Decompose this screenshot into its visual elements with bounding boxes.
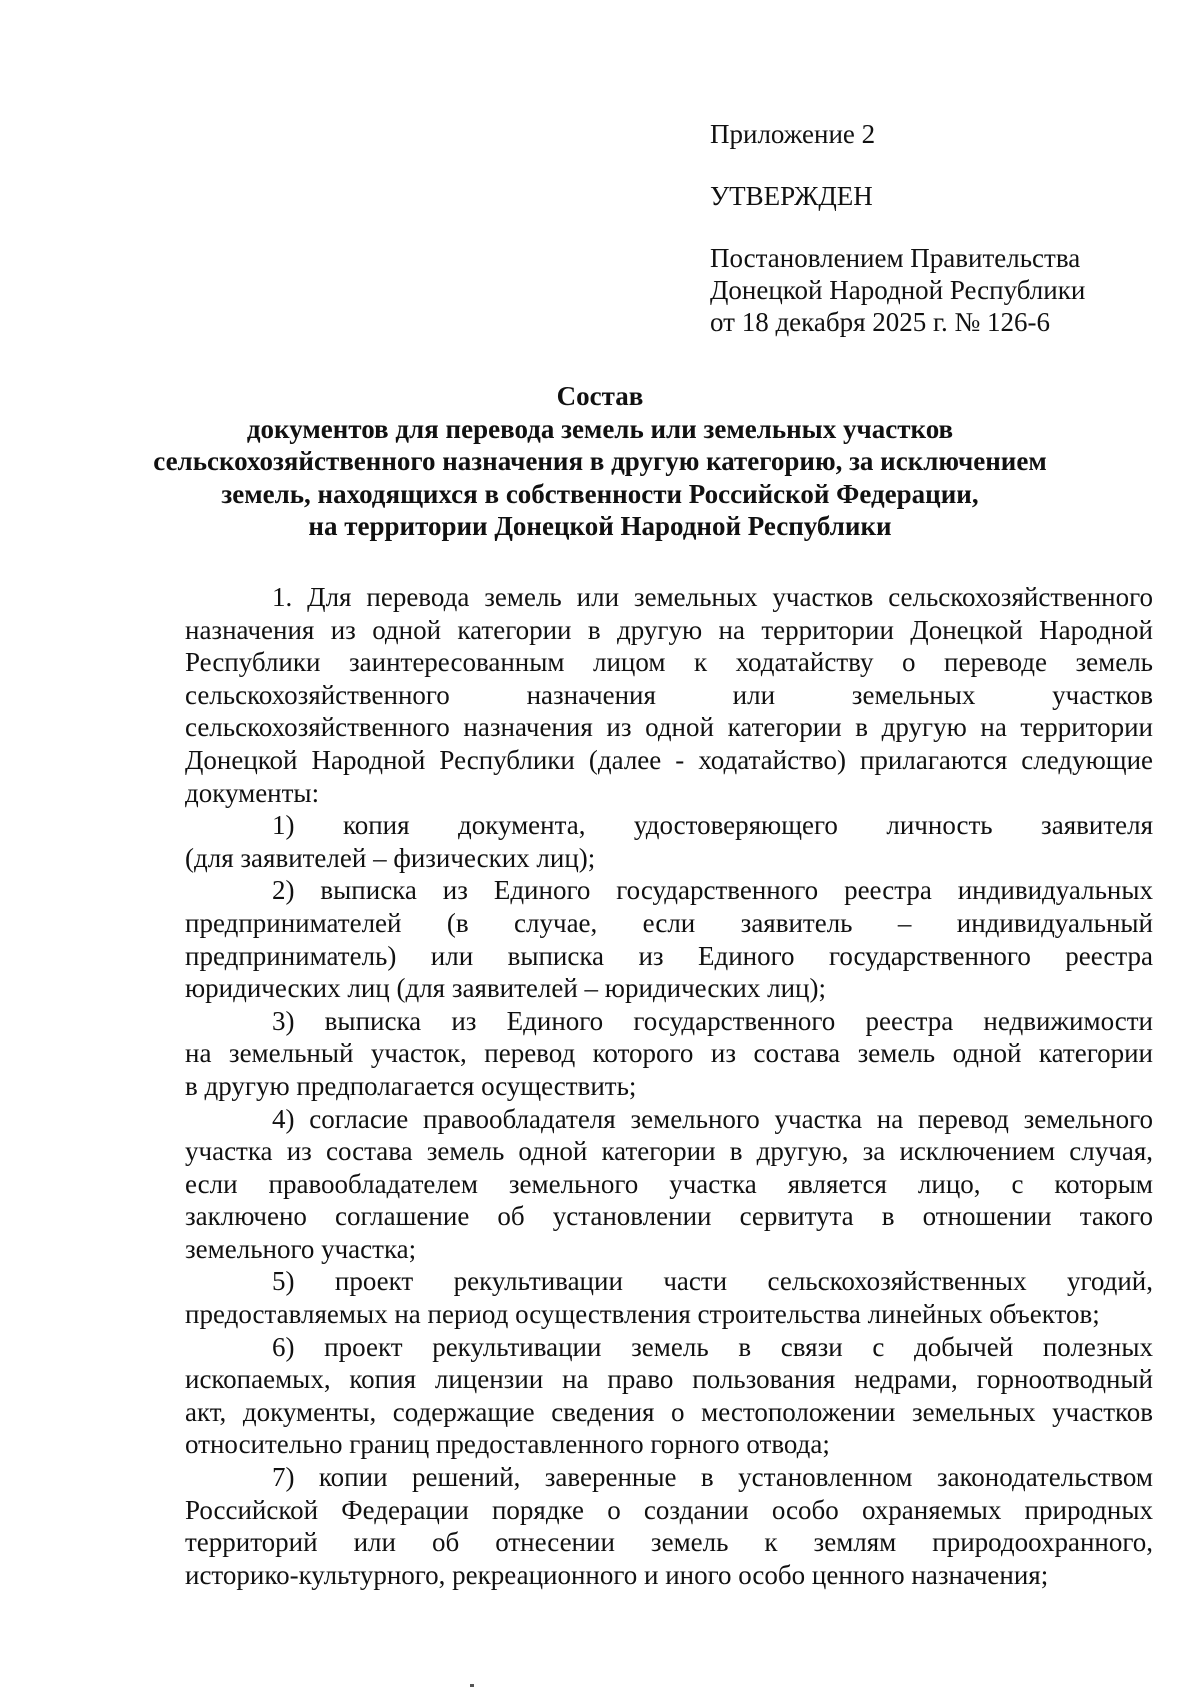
decree-line: Постановлением Правительства — [710, 243, 1081, 273]
paragraph-line: относительно границ предоставленного горного отвода; — [185, 1429, 830, 1460]
paragraph-line: 7) копии решений, заверенные в установленном законодательством — [272, 1462, 1153, 1493]
paragraph-line: 6) проект рекультивации земель в связи с добычей полезных — [272, 1331, 1153, 1362]
paragraph-line: 5) проект рекультивации части сельскохозяйственных угодий, — [272, 1266, 1153, 1297]
paragraph — [185, 1461, 1153, 1591]
paragraph-line: (для заявителей – физических лиц); — [185, 842, 596, 873]
paragraph-line: в другую предполагается осуществить; — [185, 1070, 637, 1101]
paragraph-line: назначения из одной категории в другую на территории Донецкой Народной — [185, 614, 1153, 645]
paragraph-line: Российской Федерации порядке о создании особо охраняемых природных — [185, 1494, 1153, 1525]
paragraph — [185, 1103, 1153, 1266]
paragraph-line: 4) согласие правообладателя земельного участка на перевод земельного — [272, 1103, 1153, 1134]
paragraph — [185, 1005, 1153, 1103]
decree-line: Донецкой Народной Республики — [710, 275, 1086, 305]
paragraph-line: Донецкой Народной Республики (далее - ходатайство) прилагаются следующие — [185, 744, 1153, 775]
paragraph-line: 1. Для перевода земель или земельных участков сельскохозяйственного — [272, 582, 1153, 612]
paragraph-line: если правообладателем земельного участка является лицо, с которым — [185, 1168, 1153, 1199]
paragraph — [185, 874, 1153, 1004]
scan-artifact-mark — [470, 1684, 474, 1687]
paragraph-line: 2) выписка из Единого государственного реестра индивидуальных — [272, 875, 1153, 906]
approved-label: УТВЕРЖДЕН — [710, 181, 873, 211]
paragraph-line: предоставляемых на период осуществления строительства линейных объектов; — [185, 1299, 1100, 1330]
annex-label: Приложение 2 — [710, 119, 876, 149]
title-line: земель, находящихся в собственности Российской Федерации, — [221, 478, 979, 509]
title-line: на территории Донецкой Народной Республики — [308, 511, 892, 541]
paragraph-line: сельскохозяйственного назначения из одной категории в другую на территории — [185, 712, 1153, 743]
paragraph-line: на земельный участок, перевод которого из состава земель одной категории — [185, 1038, 1153, 1069]
paragraph-line: сельскохозяйственного назначения или земельных участков — [185, 679, 1153, 710]
paragraph-line: юридических лиц (для заявителей – юридических лиц); — [185, 973, 826, 1004]
paragraph-line: предпринимателей (в случае, если заявитель – индивидуальный — [185, 907, 1153, 938]
decree-line: от 18 декабря 2025 г. № 126-6 — [710, 307, 1051, 337]
paragraph-line: Республики заинтересованным лицом к ходатайству о переводе земель — [185, 647, 1153, 678]
title-line: документов для перевода земель или земельных участков — [246, 413, 954, 444]
paragraph — [185, 581, 1153, 809]
document-title — [150, 380, 1050, 543]
paragraph-line: историко-культурного, рекреационного и иного особо ценного назначения; — [185, 1559, 1049, 1590]
paragraph — [185, 1331, 1153, 1461]
paragraph-line: территорий или об отнесении земель к землям природоохранного, — [185, 1527, 1153, 1558]
paragraph-line: земельного участка; — [185, 1233, 417, 1264]
paragraph — [185, 809, 1153, 874]
paragraph — [185, 1265, 1153, 1330]
approval-stamp-block — [710, 118, 1150, 338]
title-line: сельскохозяйственного назначения в другую категорию, за исключением — [153, 446, 1047, 476]
paragraph-line: акт, документы, содержащие сведения о местоположении земельных участков — [185, 1396, 1153, 1427]
paragraph-line: 3) выписка из Единого государственного реестра недвижимости — [272, 1005, 1153, 1036]
paragraph-line: участка из состава земель одной категории в другую, за исключением случая, — [185, 1136, 1153, 1167]
paragraph-line: заключено соглашение об установлении сервитута в отношении такого — [185, 1201, 1153, 1232]
paragraph-line: предприниматель) или выписка из Единого государственного реестра — [185, 940, 1153, 971]
paragraph-line: ископаемых, копия лицензии на право пользования недрами, горноотводный — [185, 1364, 1153, 1395]
paragraph-line: документы: — [185, 777, 320, 808]
document-body — [185, 581, 1153, 1591]
paragraph-line: 1) копия документа, удостоверяющего личность заявителя — [272, 810, 1153, 841]
title-heading: Состав — [556, 381, 644, 411]
